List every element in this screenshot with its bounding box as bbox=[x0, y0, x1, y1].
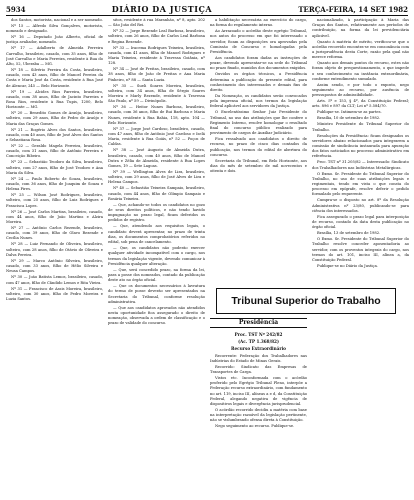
paragraph: Brasília, 13 de setembro de 1982. bbox=[317, 231, 381, 236]
paragraph: Resoluções da Presidência: ficam designados os servidores abaixo relacionados para integrarem a comissão de sindicância instaurada para apuração dos fatos noticiados no processo administrativo em referência. bbox=[312, 133, 409, 159]
paragraph: Nego seguimento ao recurso. Publique-se. bbox=[215, 424, 295, 429]
paragraph: Nº 29 — Marco Antônio Silveira, brasileiro, casado, com 33 anos, filho de Hélio Silveira e Neusa Campos. bbox=[6, 258, 103, 274]
paragraph: Assim sendo, e por todo o exposto, nego seguimento ao recurso, por ausência de pressupostos de admissibilidade. bbox=[312, 82, 409, 98]
proc-sub: (Ac. TP 1.368/82) bbox=[238, 339, 279, 345]
paragraph: Nº 35 — Sueli Soares Moreira, brasileira, solteira, com 34 anos, filha de Sérgio Soares Moreira e Marly Rezende, residente à Travessa São Paulo, nº 59 — Divinópolis. bbox=[108, 83, 205, 104]
paragraph: O acórdão recorrido decidiu a matéria com base na interpretação razoável da legislação pertinente, não se vislumbrando ofensa direta à Constituição. bbox=[210, 408, 307, 423]
section-heading: Presidência bbox=[210, 318, 307, 328]
paragraph: Proc. TST nº 31.205/82 — Interessado: Sindicato dos Trabalhadores nas Indústrias Metalúrgicas. bbox=[312, 160, 409, 170]
paragraph: — Que os documentos necessários à lavratura do termo de posse deverão ser apresentados na Secretaria do Tribunal, conforme resolução administrativa. bbox=[108, 284, 205, 304]
paragraph: — Que, atendendo aos requisitos legais, o candidato deverá apresentar, no prazo de trinta dias, os documentos comprobatórios referidos no edital, sob pena de cancelamento. bbox=[108, 224, 205, 245]
paragraph: Publique-se no Diário da Justiça. bbox=[317, 264, 378, 269]
paragraph: Brasília, 10 de setembro de 1982. bbox=[317, 116, 381, 121]
paragraph: Nº 26 — José Carlos Martins, brasileiro, casado, com 44 anos, filho de João Martins e Alzira Moreira. bbox=[6, 209, 103, 225]
paragraph: Nº 40 — Sebastião Teixeira Sampaio, brasileiro, casado, com 44 anos, filho de Olímpio Sampaio e Rosária Teixeira. bbox=[108, 186, 205, 201]
paragraph: Nº 16 — Deputado João Alberto, oficial de justiça avaliador, nomeado. bbox=[6, 35, 103, 45]
tribunal-paragraphs bbox=[210, 354, 307, 430]
paragraph: O Excelentíssimo Senhor Juiz Presidente do Tribunal, no uso das atribuições que lhe confere o Regimento Interno, resolve homologar o resultado final do concurso público realizado para provimento de cargos de Auxiliar Judiciário. bbox=[210, 110, 307, 136]
paragraph: Nº 25 — Wilson José Rodrigues, brasileiro, solteiro, com 25 anos, filho de Luiz Rodrigues e Francisca Lopes. bbox=[6, 193, 103, 208]
paragraph: Nº 37 — Jorge José Cardoso, brasileiro, casado, com 47 anos, filho de Antônio José Cardoso e Iselá Maria, residente à Rua Goiás, nº 52 — Poços de Caldas. bbox=[108, 126, 205, 147]
paragraph: sitos, residente à rua Maranhão, nº 8, apto. 202 — São João del Rei. bbox=[108, 18, 205, 28]
paragraph: Nº 22 — Geraldo Magela Ferreira, brasileiro, casado, com 31 anos, filho de Antônio Ferreira e Conceição Ribeiro. bbox=[6, 144, 103, 159]
paragraph: Nº 24 — Paulo Roberto de Souza, brasileiro, casado, com 36 anos, filho de Joaquim de Souza e Helena Pires. bbox=[6, 176, 103, 192]
paragraph: Ao Arrazoado o acórdão deste egrégio Tribunal, nos autos do processo em que foi interessado o servidor, ficam as disposições ora aprovadas pela Comissão de Concurso e homologadas pela Presidência. bbox=[210, 29, 307, 55]
paragraph: — Que, os candidatos não poderão exercer qualquer atividade incompatível com o cargo, nos termos da legislação vigente, devendo comunicar à Presidência qualquer alteração. bbox=[108, 246, 205, 266]
tribunal-section bbox=[210, 318, 307, 496]
paragraph: Nº 19 — Alcides Rios Parreira, brasileiro, casado, com 38 anos, filho de Jacinto Parreira e Rosa Rios, residente à Rua Tupis, 1200, Belo Horizonte — MG. bbox=[6, 89, 103, 110]
paragraph: Nº 34 — José de Freitas, brasileiro, casado, com 38 anos, filho de João de Freitas e Ana Maria Pinheiro, nº 88 — Santa Luzia. bbox=[108, 67, 205, 82]
paragraph: Recorrido: Sindicato das Empresas de Transportes de Carga. bbox=[210, 364, 307, 375]
paragraph: Ouvidos os órgãos técnicos, a Presidência determina a publicação do presente edital, para conhecimento dos interessados e demais fins de direito. bbox=[210, 72, 307, 93]
issue-date: TERÇA-FEIRA, 14 SET 1982 bbox=[298, 4, 408, 14]
paragraph: Nº 17 — Adalberto de Almeida Ferreira Carvalho, brasileiro, casado, com 35 anos, filho de José Carvalho e Maria Ferreira, residente à Rua do Alto, 52, Uberaba — MG. bbox=[6, 46, 103, 67]
paragraph: Fica ressalvado aos candidatos o direito de recurso, no prazo de cinco dias contados da publicação, nos termos do edital de abertura do concurso. bbox=[210, 137, 307, 157]
paragraph: Nº 23 — Sebastião Teodoro da Silva, brasileiro, solteiro, com 27 anos, filho de José Teodoro e Ana Maria da Silva. bbox=[6, 160, 103, 175]
page-number: 5934 bbox=[6, 4, 26, 14]
paragraph: Nº 21 — Rogério Alves dos Santos, brasileiro, casado, com 40 anos, filho de José Alves dos Santos e Sebastiana Rosa. bbox=[6, 127, 103, 143]
paragraph: Nº 30 — João Batista Lemos, brasileiro, casado, com 47 anos, filho de Cândido Lemos e Rita Vieira. bbox=[6, 275, 103, 285]
paragraph: Nº 36 — Heitor Nunes Barbosa, brasileiro, casado, com 36 anos, filho de Rui Barbosa e Maria Nunes, residente à Rua Bahia, 118, apto. 104 — Belo Horizonte. bbox=[108, 105, 205, 125]
paragraph: Aos candidatos foram dadas as instruções de praxe, devendo apresentar-se na sede do Tribunal no prazo fixado, munidos dos documentos exigidos. bbox=[210, 56, 307, 71]
paragraph: Recorrente: Federação dos Trabalhadores nas Indústrias do Estado de Minas Gerais. bbox=[210, 353, 307, 363]
paragraph: Nº 28 — Luiz Fernando de Oliveira, brasileiro, solteiro, com 28 anos, filho de Otávio de Oliveira e Dalva Pereira. bbox=[6, 242, 103, 257]
paragraph: Nº 31 — Francisco de Assis Moreira, brasileiro, solteiro, com 30 anos, filho de Pedro Moreira e Luzia Santos. bbox=[6, 286, 103, 301]
paragraph: — Que, achando-se todos os candidatos no gozo de seus direitos políticos, e não tendo havido impugnação no prazo legal, ficam deferidos os pedidos de registro. bbox=[108, 202, 205, 223]
paragraph: Nº 27 — Antônio Carlos Rezende, brasileiro, casado, com 39 anos, filho de Olavo Rezende e Cecília Nunes. bbox=[6, 226, 103, 241]
page-header bbox=[6, 2, 408, 16]
paragraph: O Exmo. Sr. Presidente do Tribunal Superior do Trabalho, no uso de suas atribuições legais e regimentais, tendo em vista o que consta do processo em epígrafe, resolve deferir o pedido formulado pelo requerente. bbox=[312, 171, 409, 197]
paragraph: Fica assegurado o prazo legal para interposição de recurso, contado da data desta publicação no órgão oficial. bbox=[312, 214, 409, 230]
paragraph: Ministro Presidente do Tribunal Superior do Trabalho. bbox=[312, 122, 409, 132]
paragraph: Publique-se. Intimem-se as partes. bbox=[317, 110, 382, 115]
paragraph: — Que aos candidatos aprovados não atendidos nesta oportunidade fica assegurado o direito de nomeação, observada a ordem de classificação e o prazo de validade do concurso. bbox=[108, 305, 205, 326]
paragraph: Nº 32 — Jorge Rezende Leal Barbosa, brasileiro, solteiro, com 26 anos, filho de Carlos Leal Barbosa e Regina Rezende. bbox=[108, 29, 205, 44]
paragraph: Quanto aos demais pontos do recurso, estes não foram objeto de prequestionamento, o que impede o seu conhecimento na instância extraordinária, conforme entendimento sumulado. bbox=[312, 61, 409, 81]
paragraph: Nº 38 — José Augusto de Almeida Dutra, brasileiro, casado, com 40 anos, filho de Manoel Dutra e Zélia de Almeida, residente à Rua Lopes Gomes, 19 — Sete Lagoas. bbox=[108, 148, 205, 169]
column-2 bbox=[108, 18, 205, 496]
paragraph: Cumpra-se o disposto no art. 8º da Resolução Administrativa nº 23/80, publicando-se para ciência dos interessados. bbox=[312, 198, 409, 213]
paragraph: Nº 33 — Iracema Rodrigues Teixeira, brasileira, casada, com 41 anos, filha de Manoel Rodrigues e Maria Teixeira, residente à Travessa Goiânia, nº 128. bbox=[108, 45, 205, 66]
subhead: Recurso Extraordinário bbox=[231, 346, 286, 352]
newspaper-title: DIÁRIO DA JUSTIÇA bbox=[111, 4, 213, 14]
paragraph: O Exmo. Sr. Presidente do Tribunal Superior do Trabalho resolve conceder aposentadoria ao servidor, com os proventos integrais do cargo, nos termos do art. 101, inciso III, alínea a, da Constituição Federal. bbox=[312, 237, 409, 263]
paragraph: Secretaria do Tribunal, em Belo Horizonte, aos dias do mês de setembro de mil novecentos e oitenta e dois. bbox=[210, 158, 307, 174]
paragraph: Nº 20 — Benedito Gomes de Araújo, brasileiro, solteiro, com 29 anos, filho de Pedro de Araújo e Maria das Graças Gomes. bbox=[6, 111, 103, 126]
paragraph: Nº 39 — Wellington Alves de Lira, brasileiro, solteiro, com 29 anos, filho de José Alves de Lira e Helena Campos. bbox=[108, 170, 205, 185]
paragraph: Nº 18 — Silvério Pereira da Costa, brasileiro, casado, com 43 anos, filho de Manoel Pereira da Costa e Maria José da Costa, residente à Rua José de Alencar, 245 — Belo Horizonte. bbox=[6, 68, 103, 88]
header-rule bbox=[6, 15, 408, 16]
paragraph: a habilitação necessária ao exercício do cargo, na forma do regulamento interno. bbox=[210, 18, 307, 28]
proc-label: Proc. TST Nº 242/82 bbox=[234, 332, 283, 337]
paragraph: nacionalizado, à participação à Maria das Graças dos Santos, relativamente aos períodos de contribuição, na forma da lei previdenciária aplicável. bbox=[312, 18, 409, 38]
paragraph: Vistos etc. Inconformada com o acórdão proferido pelo Egrégio Tribunal Pleno, interpõe a Federação recurso extraordinário, com fundamento no art. 119, inciso III, alíneas a e d, da Constituição Federal, alegando negativa de vigência de dispositivos legais e divergência jurisprudencial. bbox=[210, 376, 307, 407]
column-4 bbox=[312, 18, 409, 496]
paragraph: Nº 15 — Alfredo Silva Gonçalves, motorista, nomeado e designado. bbox=[6, 24, 103, 34]
column-3 bbox=[210, 18, 307, 280]
column-1 bbox=[6, 18, 103, 496]
paragraph: dos Santos, motorista, nacional e a ser nomeado. bbox=[11, 18, 103, 22]
tribunal-name: Tribunal Superior do Trabalho bbox=[231, 295, 381, 307]
paragraph: Arts. 5º e 153, § 4º, da Constituição Federal; arts. 896 e 897 da CLT; Lei nº 5.584/70. bbox=[312, 99, 409, 109]
paragraph: Quanto à matéria de mérito, verificou-se que o acórdão recorrido encontra-se em consonância com a jurisprudência desta Corte, razão pela qual não merece reforma. bbox=[312, 39, 409, 60]
paragraph: Da Nomeação, os candidatos serão convocados pela imprensa oficial, nos termos da legislação federal aplicável aos servidores da Justiça. bbox=[210, 94, 307, 109]
paragraph: — Que, será concedido prazo, na forma da lei, para a posse dos nomeados, contado da publicação deste ato no órgão oficial. bbox=[108, 267, 205, 283]
